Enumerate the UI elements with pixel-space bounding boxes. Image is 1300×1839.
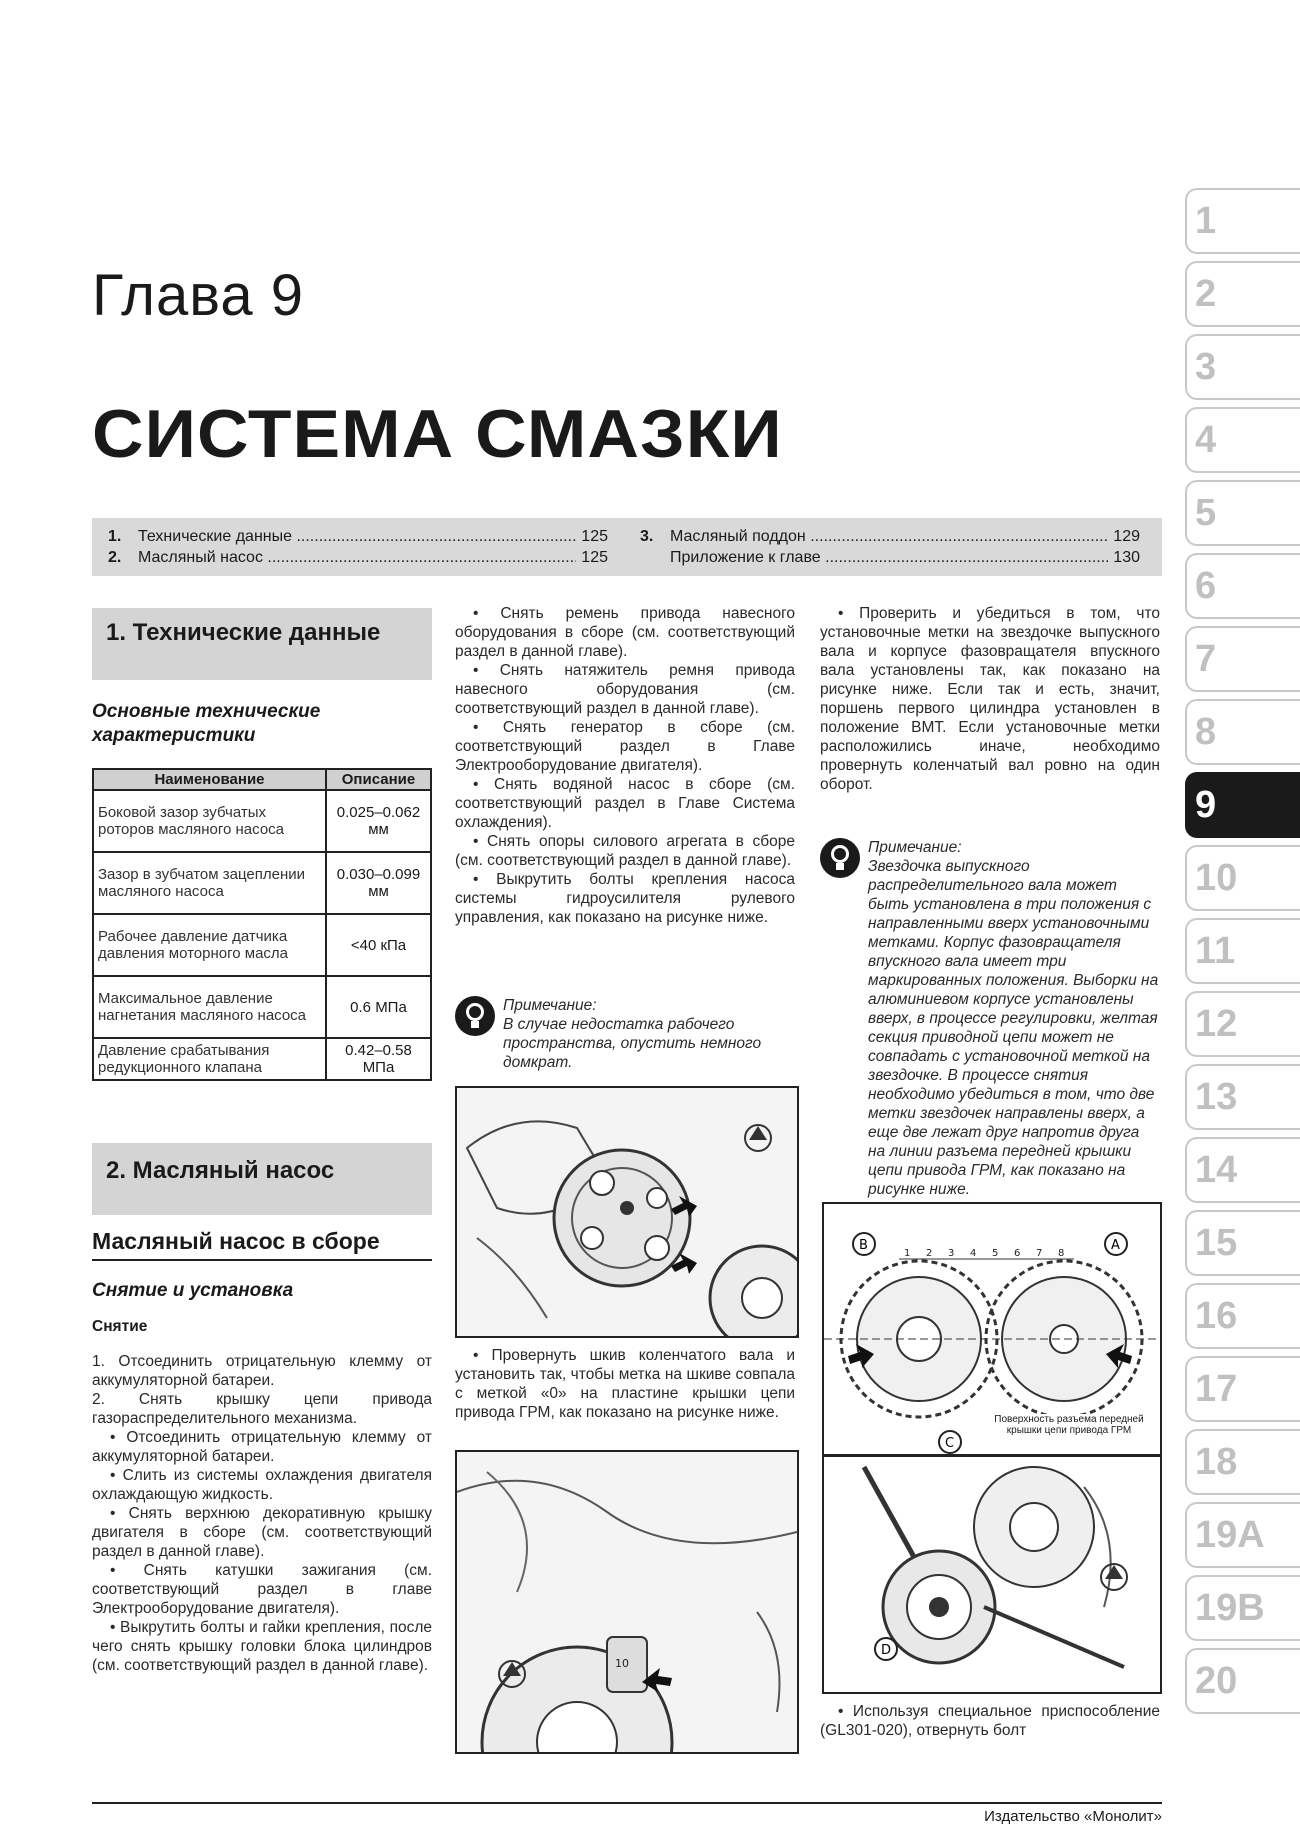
pump-illustration (457, 1088, 797, 1336)
section-heading: 1. Технические данные (92, 608, 432, 680)
table-row (93, 976, 431, 1038)
table-cell: Давление срабатывания редукционного клапана (93, 1038, 326, 1080)
publisher-footer: Издательство «Монолит» (984, 1808, 1162, 1825)
scale-mark: 8 (1058, 1248, 1065, 1259)
bullet-text: • Снять натяжитель ремня привода навесного оборудования (см. соответствующий раздел в данной главе). (455, 661, 795, 718)
chapter-title: СИСТЕМА СМАЗКИ (92, 396, 783, 472)
table-row (93, 914, 431, 976)
column-2-text-lower (455, 1346, 795, 1422)
bullet-text: • Слить из системы охлаждения двигателя охлаждающую жидкость. (92, 1466, 432, 1504)
toc-page: 129 (1113, 528, 1140, 545)
procedure-subheading: Снятие (92, 1318, 148, 1335)
chapter-tab[interactable]: 6 (1185, 553, 1300, 619)
footer-divider (92, 1802, 1162, 1804)
chapter-tab[interactable]: 4 (1185, 407, 1300, 473)
label-a: A (1111, 1238, 1120, 1253)
toc-row[interactable] (640, 526, 1140, 547)
scale-mark: 4 (970, 1248, 977, 1259)
table-cell: 0.42–0.58 МПа (326, 1038, 431, 1080)
chapter-tab-active[interactable]: 9 (1185, 772, 1300, 838)
chapter-tab[interactable]: 16 (1185, 1283, 1300, 1349)
bullet-text: • Снять катушки зажигания (см. соответствующий раздел в главе Электрооборудование двигателя). (92, 1561, 432, 1618)
toc-row[interactable] (640, 547, 1140, 568)
toc-num: 3. (640, 528, 654, 545)
table-cell: Максимальное давление нагнетания масляного насоса (93, 976, 326, 1038)
chapter-tab[interactable]: 2 (1185, 261, 1300, 327)
toc-row[interactable] (108, 526, 608, 547)
toc-text: Масляный насос ..... (138, 547, 576, 568)
toc-page: 130 (1113, 549, 1140, 566)
figure-special-tool (822, 1455, 1162, 1694)
bullet-text: • Выкрутить болты крепления насоса системы гидроусилителя рулевого управления, как показано на рисунке ниже. (455, 870, 795, 927)
tool-illustration (824, 1457, 1160, 1692)
chapter-tab[interactable]: 11 (1185, 918, 1300, 984)
table-row (93, 1038, 431, 1080)
step-text: 1. Отсоединить отрицательную клемму от аккумуляторной батареи. (92, 1353, 432, 1389)
chapter-tab[interactable]: 14 (1185, 1137, 1300, 1203)
chapter-toc (92, 518, 1162, 576)
figure-timing-sprockets (822, 1202, 1162, 1456)
figure-caption: Поверхность разъема передней крышки цепи привода ГРМ (984, 1414, 1154, 1436)
table-cell: 0.030–0.099 мм (326, 852, 431, 914)
scale-mark: 5 (992, 1248, 999, 1259)
toc-row[interactable] (108, 547, 608, 568)
table-cell: Рабочее давление датчика давления моторного масла (93, 914, 326, 976)
svg-text:10: 10 (615, 1657, 629, 1670)
table-cell: Зазор в зубчатом зацеплении масляного насоса (93, 852, 326, 914)
table-header: Наименование (93, 769, 326, 790)
chapter-tab[interactable]: 13 (1185, 1064, 1300, 1130)
bullet-text: • Снять опоры силового агрегата в сборе (см. соответствующий раздел в данной главе). (455, 832, 795, 870)
scale-mark: 6 (1014, 1248, 1021, 1259)
toc-num: 1. (108, 528, 122, 545)
chapter-tab[interactable]: 20 (1185, 1648, 1300, 1714)
procedure-heading: Снятие и установка (92, 1280, 294, 1301)
bullet-text: • Используя специальное приспособление (GL301-020), отвернуть болт (820, 1702, 1160, 1740)
figure-crank-pulley (455, 1450, 799, 1754)
note-text: В случае недостатка рабочего пространства, опустить немного домкрат. (503, 1016, 762, 1071)
toc-num: 2. (108, 549, 122, 566)
bullet-text: • Снять водяной насос в сборе (см. соответствующий раздел в Главе Система охлаждения). (455, 775, 795, 832)
table-cell: <40 кПа (326, 914, 431, 976)
table-row (93, 852, 431, 914)
table-cell: Боковой зазор зубчатых роторов масляного насоса (93, 790, 326, 852)
chapter-tab[interactable]: 19B (1185, 1575, 1300, 1641)
toc-num (640, 547, 670, 568)
note-title: Примечание: (503, 997, 597, 1014)
scale-mark: 7 (1036, 1248, 1043, 1259)
chapter-tab[interactable]: 18 (1185, 1429, 1300, 1495)
lightbulb-icon (455, 996, 495, 1036)
chapter-label: Глава 9 (92, 263, 305, 328)
section-heading: 2. Масляный насос (92, 1143, 432, 1215)
table-row (93, 790, 431, 852)
scale-mark: 2 (926, 1248, 933, 1259)
table-cell: 0.025–0.062 мм (326, 790, 431, 852)
chapter-tab[interactable]: 12 (1185, 991, 1300, 1057)
figure-steering-pump (455, 1086, 799, 1338)
section-subheading: Основные технические характеристики (92, 701, 321, 746)
scale-mark: 1 (904, 1248, 911, 1259)
bullet-text: • Снять ремень привода навесного оборудования в сборе (см. соответствующий раздел в данной главе). (455, 604, 795, 661)
removal-steps (92, 1352, 432, 1675)
toc-text: Приложение к главе ..... (670, 547, 1108, 568)
bullet-text: • Провернуть шкив коленчатого вала и установить так, чтобы метка на шкиве совпала с меткой «0» на пластине крышки цепи привода ГРМ, как показано на рисунке ниже. (455, 1346, 795, 1422)
lightbulb-icon (820, 838, 860, 878)
chapter-tab[interactable]: 3 (1185, 334, 1300, 400)
label-b: B (859, 1238, 868, 1253)
column-2-text (455, 604, 795, 927)
note-text: Звездочка выпускного распределительного вала может быть установлена в три положения с направленными вверх установочными метками. Корпус фазовращателя впускного вала имеет три маркированных положения. Выборки на алюминиевом корпусе установлены вверх, в процессе регулировки, желтая секция приводной цепи может не совпадать с установочной меткой на звездочке. В процессе снятия необходимо убедиться в том, что две метки звездочек направлены вверх, а еще две лежат друг напротив друга на линии разъема передней крышки цепи привода ГРМ, как показано на рисунке ниже. (868, 858, 1159, 1198)
chapter-tab[interactable]: 17 (1185, 1356, 1300, 1422)
note-block (820, 838, 1160, 1199)
bullet-text: • Выкрутить болты и гайки крепления, после чего снять крышку головки блока цилиндров (см. соответствующий раздел в данной главе). (92, 1618, 432, 1675)
bullet-text: • Снять верхнюю декоративную крышку двигателя в сборе (см. соответствующий раздел в данной главе). (92, 1504, 432, 1561)
note-title: Примечание: (868, 839, 962, 856)
spec-table (92, 768, 432, 1081)
table-cell: 0.6 МПа (326, 976, 431, 1038)
pulley-illustration (457, 1452, 797, 1752)
chapter-tab[interactable]: 10 (1185, 845, 1300, 911)
toc-text: Технические данные ..... (138, 526, 576, 547)
toc-page: 125 (581, 528, 608, 545)
toc-text: Масляный поддон ..... (670, 526, 1108, 547)
step-text: 2. Снять крышку цепи привода газораспределительного механизма. (92, 1391, 432, 1427)
bullet-text: • Снять генератор в сборе (см. соответствующий раздел в Главе Электрооборудование двигателя). (455, 718, 795, 775)
note-block (455, 996, 795, 1072)
scale-mark: 3 (948, 1248, 955, 1259)
bullet-text: • Проверить и убедиться в том, что установочные метки на звездочке выпускного вала и корпусе фазовращателя впускного вала установлены так, как показано на рисунке ниже. Если так и есть, значит, поршень первого цилиндра установлен в положение ВМТ. Если установочные метки расположились иначе, необходимо провернуть коленчатый вал ровно на один оборот. (820, 604, 1160, 794)
table-header: Описание (326, 769, 431, 790)
column-3-text-lower (820, 1702, 1160, 1740)
chapter-tab[interactable]: 15 (1185, 1210, 1300, 1276)
label-d: D (881, 1643, 892, 1658)
label-c: C (945, 1436, 955, 1451)
chapter-tab[interactable]: 5 (1185, 480, 1300, 546)
chapter-tab[interactable]: 7 (1185, 626, 1300, 692)
section-subheading: Масляный насос в сборе (92, 1228, 432, 1261)
chapter-tab[interactable]: 8 (1185, 699, 1300, 765)
bullet-text: • Отсоединить отрицательную клемму от аккумуляторной батареи. (92, 1428, 432, 1466)
toc-page: 125 (581, 549, 608, 566)
chapter-tab[interactable]: 19A (1185, 1502, 1300, 1568)
chapter-tab[interactable]: 1 (1185, 188, 1300, 254)
column-3-text (820, 604, 1160, 794)
